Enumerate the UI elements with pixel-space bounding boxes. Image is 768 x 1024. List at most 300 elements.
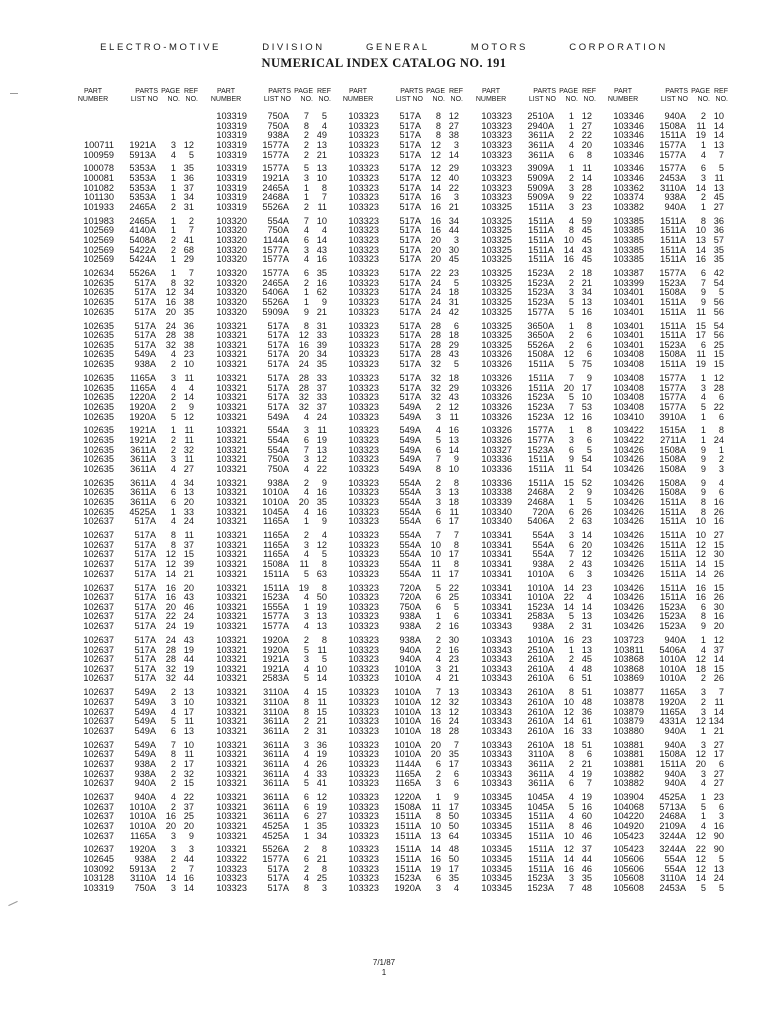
ref-no-cell: 9: [188, 830, 194, 841]
parts-list-cell: 517A: [134, 663, 156, 674]
parts-list-cell: 554A: [399, 549, 421, 560]
parts-list-cell: 1511A: [395, 821, 421, 831]
ref-no-cell: 11: [317, 696, 327, 707]
ref-no-cell: 18: [448, 287, 459, 298]
parts-list-cell: 1511A: [528, 863, 554, 874]
page-no-cell: 2: [303, 530, 309, 541]
parts-list-cell: 517A: [134, 339, 156, 350]
parts-list-cell: 4525A: [659, 792, 686, 803]
part-number-cell: 103323: [348, 463, 379, 474]
ref-no-cell: 46: [183, 601, 194, 612]
parts-list-cell: 554A: [267, 215, 289, 226]
part-number-cell: 102635: [83, 444, 114, 455]
part-number-cell: 103326: [481, 359, 512, 370]
part-number-cell: 103426: [613, 444, 644, 455]
part-number-cell: 103323: [481, 173, 512, 184]
parts-list-cell: 1511A: [528, 830, 554, 841]
page-no-cell: 2: [170, 687, 176, 698]
ref-no-cell: 23: [581, 634, 592, 645]
ref-no-cell: 23: [448, 268, 459, 279]
ref-no-cell: 10: [581, 392, 592, 403]
page-no-cell: 5: [700, 801, 706, 812]
page-no-cell: 3: [170, 696, 176, 707]
parts-list-cell: 3611A: [130, 487, 156, 498]
page-no-cell: 12: [430, 163, 441, 174]
ref-no-cell: 90: [713, 830, 724, 841]
page-no-cell: 4: [700, 392, 706, 403]
header-page-no: PAGE NO.: [559, 88, 578, 103]
part-number-cell: 103326: [481, 425, 512, 436]
page-no-cell: [156, 122, 176, 132]
page-no-cell: 2: [568, 268, 574, 279]
ref-no-cell: 20: [581, 539, 592, 550]
page-no-cell: 7: [568, 549, 574, 560]
part-number-cell: 103323: [348, 768, 379, 779]
part-number-cell: 103323: [348, 359, 379, 370]
ref-no-cell: 21: [448, 673, 459, 684]
page-no-cell: 4: [303, 758, 309, 769]
index-row: [602, 413, 750, 423]
part-number-cell: 103321: [216, 454, 247, 465]
catalog-title: NUMERICAL INDEX CATALOG NO. 191: [261, 56, 507, 70]
part-number-cell: 105423: [613, 844, 644, 855]
parts-list-cell: 2711A: [660, 434, 686, 445]
header-parts-list-no: PARTS LIST NO: [528, 88, 556, 103]
page-no-cell: 2: [700, 111, 706, 121]
index-row: [72, 622, 220, 632]
parts-list-cell: 517A: [399, 235, 421, 246]
part-number-cell: 103323: [348, 163, 379, 174]
page-no-cell: 3: [700, 739, 706, 750]
page-no-cell: 6: [568, 568, 574, 579]
part-number-cell: 103325: [481, 244, 512, 255]
parts-list-cell: 1523A: [527, 277, 554, 288]
ref-no-cell: 25: [316, 873, 327, 884]
part-number-cell: 103326: [481, 434, 512, 445]
ref-no-cell: 26: [316, 758, 327, 769]
page-no-cell: 6: [700, 163, 706, 174]
part-number-cell: 103323: [348, 621, 379, 632]
page-no-cell: 2: [303, 277, 309, 288]
page-no-cell: 8: [700, 497, 706, 508]
parts-list-cell: 5526A: [129, 268, 156, 279]
ref-no-cell: 14: [316, 673, 327, 684]
page-no-cell: 11: [299, 559, 309, 570]
header-part-number: PART NUMBER: [342, 88, 374, 103]
part-number-cell: 103320: [216, 235, 247, 246]
part-number-cell: 103321: [216, 716, 247, 727]
page-no-cell: 2: [303, 716, 309, 727]
parts-list-cell: 549A: [134, 725, 156, 736]
page-no-cell: 4: [303, 592, 309, 603]
parts-list-cell: 2453A: [659, 173, 686, 184]
page-no-cell: 1: [568, 644, 574, 655]
page-no-cell: 8: [170, 530, 176, 541]
page-no-cell: 32: [165, 339, 176, 350]
ref-no-cell: 7: [718, 687, 724, 698]
parts-list-cell: 1508A: [262, 559, 289, 570]
part-number-cell: 103882: [613, 768, 644, 779]
ref-no-cell: 23: [581, 582, 592, 593]
part-number-cell: 102635: [83, 382, 114, 393]
parts-list-cell: 1511A: [395, 863, 421, 874]
page-no-cell: 2: [435, 477, 441, 488]
parts-list-cell: 1523A: [527, 287, 554, 298]
part-number-cell: 103319: [216, 173, 247, 184]
part-number-cell: 103323: [348, 382, 379, 393]
ref-no-cell: 20: [183, 821, 194, 831]
ref-no-cell: 17: [448, 863, 459, 874]
part-number-cell: 103323: [348, 330, 379, 341]
parts-list-cell: 1511A: [528, 372, 554, 383]
part-number-cell: 103321: [216, 382, 247, 393]
page-no-cell: 4: [303, 549, 309, 560]
index-row: [205, 360, 353, 370]
ref-no-cell: 12: [448, 401, 459, 412]
parts-list-cell: 1523A: [527, 411, 554, 422]
ref-no-cell: 15: [713, 349, 724, 360]
part-number-cell: 102637: [83, 644, 114, 655]
ref-no-cell: 10: [183, 739, 194, 750]
page-no-cell: 1: [170, 215, 176, 226]
part-number-cell: 103320: [216, 225, 247, 236]
parts-list-cell: 517A: [134, 592, 156, 603]
ref-no-cell: 49: [316, 130, 327, 141]
page-no-cell: 1: [700, 411, 706, 422]
parts-list-cell: 1577A: [527, 425, 554, 436]
parts-list-cell: 940A: [664, 201, 686, 212]
page-no-cell: 32: [165, 663, 176, 674]
part-number-cell: 103343: [481, 663, 512, 674]
ref-no-cell: 12: [448, 111, 459, 121]
part-number-cell: 102634: [83, 268, 114, 279]
index-column-block: [72, 88, 220, 894]
ref-no-cell: 44: [183, 673, 194, 684]
page-no-cell: 22: [695, 844, 706, 855]
ref-no-cell: 21: [316, 306, 327, 317]
page-no-cell: 7: [568, 372, 574, 383]
parts-list-cell: 2465A: [129, 215, 156, 226]
page-no-cell: 16: [165, 297, 176, 308]
ref-no-cell: 5: [321, 549, 327, 560]
ref-no-cell: 24: [183, 516, 194, 527]
parts-list-cell: 3244A: [659, 844, 686, 855]
page-no-cell: 1: [435, 611, 441, 622]
index-rows: [72, 112, 220, 894]
parts-list-cell: 5353A: [129, 163, 156, 174]
ref-no-cell: 10: [183, 696, 194, 707]
part-number-cell: 103325: [481, 306, 512, 317]
page-no-cell: 1: [568, 163, 574, 174]
parts-list-cell: 549A: [134, 687, 156, 698]
ref-no-cell: 8: [321, 844, 327, 855]
parts-list-cell: 554A: [399, 530, 421, 541]
ref-no-cell: 8: [586, 320, 592, 331]
parts-list-cell: 1523A: [659, 339, 686, 350]
part-number-cell: 103345: [481, 821, 512, 831]
part-number-cell: 103325: [481, 320, 512, 331]
ref-no-cell: 22: [448, 182, 459, 193]
ref-no-cell: 35: [448, 749, 459, 760]
part-number-cell: 102637: [83, 706, 114, 717]
part-number-cell: 103319: [216, 149, 247, 160]
index-column-block: [602, 88, 750, 894]
ref-no-cell: 56: [713, 306, 724, 317]
ref-no-cell: 5: [718, 854, 724, 865]
part-number-cell: 100081: [83, 173, 114, 184]
part-number-cell: 103323: [348, 425, 379, 436]
ref-no-cell: 18: [448, 330, 459, 341]
page-no-cell: 22: [430, 268, 441, 279]
parts-list-cell: 1010A: [394, 673, 421, 684]
ref-no-cell: 26: [713, 506, 724, 517]
parts-list-cell: 5909A: [527, 173, 554, 184]
ref-no-cell: 13: [316, 621, 327, 632]
ref-no-cell: 33: [316, 330, 327, 341]
ref-no-cell: 45: [581, 654, 592, 665]
parts-list-cell: 517A: [399, 330, 421, 341]
index-row: [337, 255, 485, 265]
part-number-cell: 103321: [216, 559, 247, 570]
part-number-cell: 102635: [83, 297, 114, 308]
header-parts-list-no: PARTS LIST NO: [130, 88, 158, 103]
parts-list-cell: 1165A: [263, 549, 289, 560]
page-no-cell: 3: [568, 873, 574, 884]
index-row: [602, 255, 750, 265]
ref-no-cell: 75: [581, 359, 592, 370]
ref-no-cell: 29: [448, 339, 459, 350]
ref-no-cell: [176, 112, 194, 122]
ref-no-cell: 23: [581, 201, 592, 212]
page-no-cell: 5: [303, 673, 309, 684]
index-row: [602, 360, 750, 370]
part-number-cell: 102635: [83, 306, 114, 317]
ref-no-cell: 31: [316, 725, 327, 736]
parts-list-cell: 1511A: [395, 844, 421, 855]
parts-list-cell: 940A: [664, 725, 686, 736]
ref-no-cell: 30: [713, 601, 724, 612]
part-number-cell: 103323: [481, 149, 512, 160]
ref-no-cell: 43: [581, 559, 592, 570]
column-header-row: [602, 88, 750, 112]
parts-list-cell: 940A: [664, 111, 686, 121]
part-number-cell: 102637: [83, 568, 114, 579]
ref-no-cell: 9: [453, 792, 459, 803]
index-row: [205, 308, 353, 318]
page-no-cell: 2: [568, 758, 574, 769]
part-number-cell: 103321: [216, 549, 247, 560]
part-number-cell: 103868: [613, 654, 644, 665]
parts-list-cell: 5909A: [262, 306, 289, 317]
parts-list-cell: 2468A: [262, 192, 289, 203]
ref-no-cell: 21: [316, 854, 327, 865]
page-no-cell: 12: [298, 330, 309, 341]
ref-no-cell: 10: [316, 215, 327, 226]
parts-list-cell: 1921A: [262, 654, 289, 665]
page-no-cell: 20: [298, 349, 309, 360]
parts-list-cell: 517A: [399, 201, 421, 212]
part-number-cell: 102637: [83, 821, 114, 831]
part-number-cell: 103323: [481, 182, 512, 193]
page-no-cell: 3: [568, 434, 574, 445]
part-number-cell: 104220: [613, 811, 644, 822]
page-no-cell: 28: [298, 372, 309, 383]
parts-list-cell: 3611A: [528, 139, 554, 150]
page-no-cell: 2: [568, 277, 574, 288]
parts-list-cell: 5526A: [262, 297, 289, 308]
ref-no-cell: 20: [183, 497, 194, 508]
page-no-cell: 1: [170, 225, 176, 236]
parts-list-cell: 1511A: [660, 254, 686, 265]
page-no-cell: 2: [170, 778, 176, 789]
ref-no-cell: 6: [453, 320, 459, 331]
parts-list-cell: 1165A: [395, 778, 421, 789]
part-number-cell: 103343: [481, 706, 512, 717]
page-no-cell: 3: [700, 687, 706, 698]
page-no-cell: 3: [170, 454, 176, 465]
part-number-cell: 103323: [348, 192, 379, 203]
ref-no-cell: 21: [316, 716, 327, 727]
ref-no-cell: 5: [453, 277, 459, 288]
page-no-cell: 8: [568, 749, 574, 760]
part-number-cell: 103321: [216, 673, 247, 684]
ref-no-cell: 34: [448, 215, 459, 226]
page-no-cell: 24: [430, 277, 441, 288]
ref-no-cell: 51: [581, 687, 592, 698]
ref-no-cell: 54: [713, 277, 724, 288]
page-no-cell: 2: [303, 863, 309, 874]
ref-no-cell: 27: [448, 120, 459, 131]
page-no-cell: 16: [430, 225, 441, 236]
index-rows: [470, 112, 618, 894]
page-no-cell: 5: [303, 644, 309, 655]
page-no-cell: 10: [430, 539, 441, 550]
index-row: [602, 884, 750, 894]
page-no-cell: 12: [165, 559, 176, 570]
ref-no-cell: 9: [321, 516, 327, 527]
part-number-cell: 103323: [348, 696, 379, 707]
parts-list-cell: 5406A: [262, 287, 289, 298]
part-number-cell: 103320: [216, 297, 247, 308]
parts-list-cell: 1577A: [262, 254, 289, 265]
index-row: [470, 360, 618, 370]
ref-no-cell: 56: [713, 297, 724, 308]
ref-no-cell: 5: [188, 149, 194, 160]
part-number-cell: 102635: [83, 411, 114, 422]
ref-no-cell: 46: [581, 821, 592, 831]
parts-list-cell: 1511A: [528, 454, 554, 465]
ref-no-cell: 15: [316, 706, 327, 717]
parts-list-cell: 517A: [134, 568, 156, 579]
parts-list-cell: 549A: [134, 716, 156, 727]
ref-no-cell: 18: [448, 372, 459, 383]
part-number-cell: 102637: [83, 592, 114, 603]
ref-no-cell: 9: [321, 477, 327, 488]
part-number-cell: 103323: [216, 863, 247, 874]
page-no-cell: 6: [700, 601, 706, 612]
part-number-cell: 103320: [216, 254, 247, 265]
ref-no-cell: 18: [448, 497, 459, 508]
parts-list-cell: 517A: [399, 306, 421, 317]
ref-no-cell: 8: [321, 182, 327, 193]
page-no-cell: 6: [170, 725, 176, 736]
ref-no-cell: 44: [448, 225, 459, 236]
part-number-cell: 103323: [348, 372, 379, 383]
parts-list-cell: 549A: [399, 425, 421, 436]
ref-no-cell: 34: [316, 349, 327, 360]
part-number-cell: [72, 122, 114, 132]
ref-no-cell: 8: [321, 863, 327, 874]
page-no-cell: 3: [303, 173, 309, 184]
ref-no-cell: 35: [316, 268, 327, 279]
page-no-cell: 1: [700, 634, 706, 645]
page-no-cell: 1: [303, 287, 309, 298]
index-row: [602, 832, 750, 842]
part-number-cell: 103323: [348, 182, 379, 193]
parts-list-cell: 938A: [664, 192, 686, 203]
ref-no-cell: 12: [448, 706, 459, 717]
ref-no-cell: 13: [581, 297, 592, 308]
page-no-cell: 3: [435, 883, 441, 894]
page-no-cell: 10: [563, 830, 574, 841]
part-number-cell: 103408: [613, 359, 644, 370]
ref-no-cell: 22: [713, 401, 724, 412]
parts-list-cell: 549A: [399, 454, 421, 465]
page-no-cell: 16: [430, 854, 441, 865]
page-no-cell: 3: [435, 487, 441, 498]
ref-no-cell: 8: [718, 425, 724, 436]
part-number-cell: 103343: [481, 621, 512, 632]
part-number-cell: 103323: [481, 130, 512, 141]
page-no-cell: 6: [568, 778, 574, 789]
parts-list-cell: 750A: [134, 883, 156, 894]
part-number-cell: 103346: [613, 120, 644, 131]
part-number-cell: 105608: [613, 873, 644, 884]
parts-list-cell: 3611A: [263, 716, 289, 727]
page-no-cell: 1: [700, 725, 706, 736]
parts-list-cell: 1010A: [659, 654, 686, 665]
page-no-cell: 4: [303, 873, 309, 884]
page-no-cell: 3: [303, 539, 309, 550]
part-number-cell: 103426: [613, 506, 644, 517]
ref-no-cell: 48: [581, 883, 592, 894]
part-number-cell: 103325: [481, 225, 512, 236]
ref-no-cell: 3: [718, 463, 724, 474]
parts-list-cell: 3650A: [527, 330, 554, 341]
ref-no-cell: 3: [321, 883, 327, 894]
page-no-cell: 6: [435, 592, 441, 603]
page-no-cell: 5: [435, 434, 441, 445]
parts-list-cell: 1511A: [660, 225, 686, 236]
page-no-cell: 9: [700, 463, 706, 474]
part-number-cell: 105423: [613, 830, 644, 841]
ref-no-cell: 16: [183, 873, 194, 884]
page-no-cell: 1: [700, 139, 706, 150]
page-no-cell: 16: [563, 863, 574, 874]
ref-no-cell: 40: [448, 173, 459, 184]
page-no-cell: 20: [563, 382, 574, 393]
parts-list-cell: 3909A: [527, 163, 554, 174]
part-number-cell: 102637: [83, 601, 114, 612]
parts-list-cell: 1010A: [394, 725, 421, 736]
page-no-cell: 14: [563, 582, 574, 593]
page-no-cell: 8: [568, 225, 574, 236]
page-no-cell: 6: [435, 506, 441, 517]
parts-list-cell: 940A: [664, 634, 686, 645]
ref-no-cell: 11: [582, 163, 592, 174]
page-no-cell: 12: [695, 863, 706, 874]
ref-no-cell: 27: [713, 768, 724, 779]
